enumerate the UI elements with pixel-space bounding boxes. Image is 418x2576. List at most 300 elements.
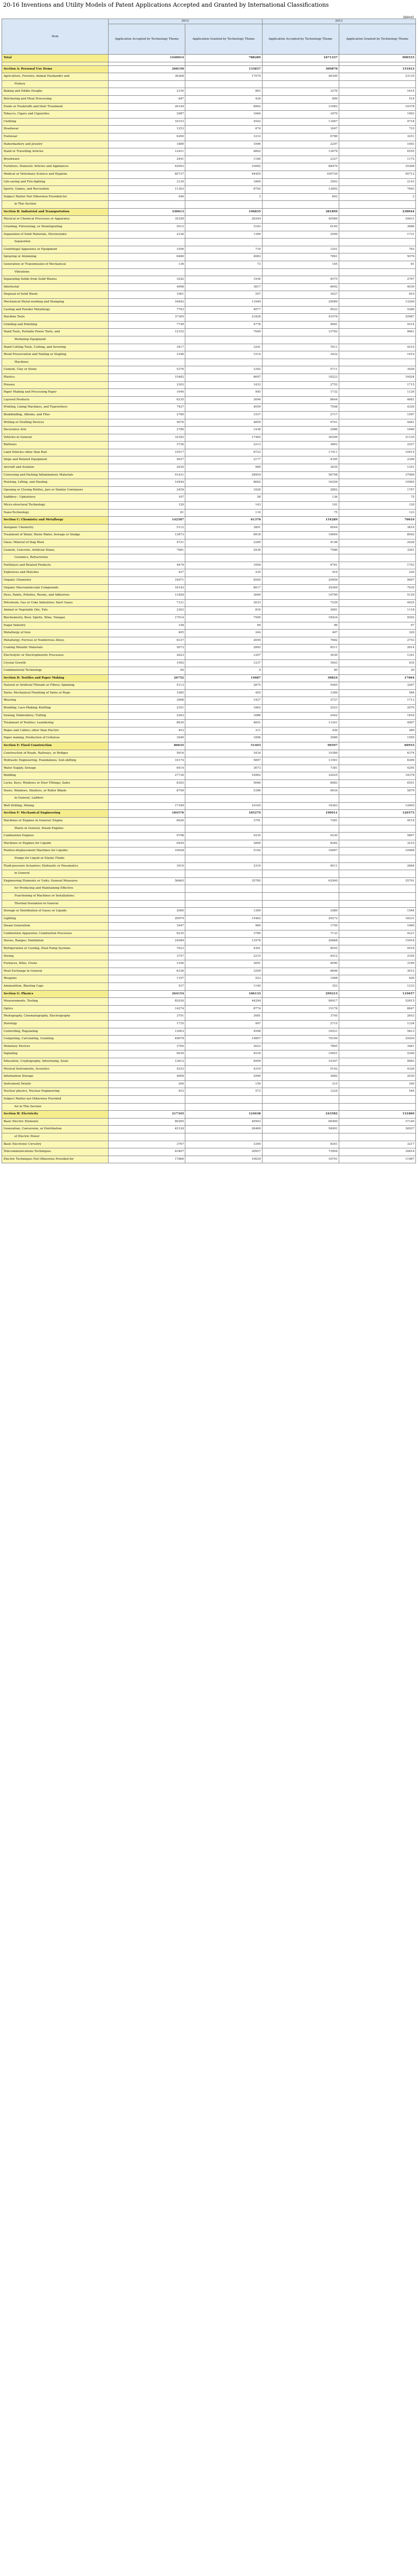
row-value: 10790 (262, 592, 339, 600)
row-value: 8697 (185, 374, 262, 381)
row-value: 32025 (262, 772, 339, 780)
row-value: 900533 (339, 55, 415, 62)
row-value: 3267 (339, 682, 415, 690)
row-value: 3094 (185, 396, 262, 404)
row-value: 13576 (185, 938, 262, 945)
row-label: Printing, Lining Machines, and Typewriters (2, 404, 109, 412)
row-value: 5879 (339, 787, 415, 795)
row-value: 6374 (339, 750, 415, 757)
row-value: 13673 (109, 532, 185, 539)
row-label: Well Drilling, Mining (2, 802, 109, 810)
header-granted-2013: Application Granted by Technology Theme (339, 24, 415, 55)
row-value: 7611 (262, 344, 339, 351)
row-value: 436 (262, 727, 339, 735)
row-label: Section H: Electricity (2, 1111, 109, 1118)
row-value: 204 (109, 1080, 185, 1088)
row-value: 98417 (262, 998, 339, 1006)
row-value: 9 (185, 667, 262, 675)
row-value: 5676 (109, 419, 185, 427)
row-value: 299213 (262, 990, 339, 998)
table-row (2, 1103, 416, 1111)
row-value: 13612 (109, 1058, 185, 1065)
row-value: 1936 (185, 276, 262, 284)
table-row (2, 80, 416, 88)
row-value: 31682 (262, 103, 339, 111)
row-value: 7229 (262, 599, 339, 607)
row-value: 1440014 (109, 55, 185, 62)
row-value: 6918 (185, 532, 262, 539)
row-value: 5340 (339, 1050, 415, 1058)
row-value: 4681 (339, 396, 415, 404)
row-value: 7121 (109, 599, 185, 607)
row-label: Hand Tools, Portable Power Tools, and (2, 329, 109, 336)
row-value: 16962 (185, 772, 262, 780)
row-value: 455 (185, 689, 262, 697)
row-value: 2986 (262, 735, 339, 742)
row-value: 3686 (339, 224, 415, 231)
header-item: Item (2, 19, 109, 55)
row-label: in General (2, 870, 109, 878)
row-value: 16842 (109, 299, 185, 307)
row-value: 6235 (109, 930, 185, 938)
row-value: 1627 (262, 291, 339, 299)
table-row (2, 833, 416, 840)
row-value: 6337 (109, 637, 185, 645)
row-label: Aircraft and Aviation (2, 464, 109, 472)
row-value: 2442 (262, 712, 339, 720)
row-value: 1564 (339, 908, 415, 916)
row-value: 1369 (262, 689, 339, 697)
row-value: 5807 (339, 833, 415, 840)
table-row (2, 1043, 416, 1050)
row-value: 16256 (262, 479, 339, 487)
table-row (2, 419, 416, 427)
row-value: 19971 (109, 577, 185, 584)
table-row (2, 584, 416, 592)
row-value: 64 (109, 667, 185, 675)
row-value: 1126 (339, 389, 415, 397)
row-value: 24631 (339, 216, 415, 224)
row-value: 3241 (185, 344, 262, 351)
row-value: 2060 (109, 908, 185, 916)
row-value: 2990 (185, 1073, 262, 1081)
table-row (2, 968, 416, 975)
row-value: 30937 (339, 1126, 415, 1133)
row-value: 1647 (109, 923, 185, 930)
row-value: 2269 (185, 539, 262, 547)
table-row (2, 103, 416, 111)
table-row (2, 674, 416, 682)
row-value: 311 (185, 727, 262, 735)
row-value: 1253 (109, 126, 185, 133)
row-value: 26868 (262, 938, 339, 945)
row-value (109, 359, 185, 366)
row-value: 3 (185, 193, 262, 201)
row-label: Electrolytic or Electrophoretic Processes (2, 652, 109, 659)
row-value: 2614 (339, 645, 415, 652)
table-row (2, 216, 416, 224)
row-value: 8544 (262, 524, 339, 532)
row-value: 514 (339, 95, 415, 103)
row-value: 21135 (339, 434, 415, 442)
row-value: 60 (262, 667, 339, 675)
row-value: 3251 (339, 133, 415, 141)
table-row (2, 637, 416, 645)
row-value: 949 (109, 193, 185, 201)
row-value: 6486 (109, 253, 185, 261)
table-row (2, 1013, 416, 1021)
table-row (2, 351, 416, 359)
row-label: Saddlery ; Upholstery (2, 494, 109, 502)
table-row (2, 268, 416, 276)
row-value: 1896 (185, 735, 262, 742)
table-row (2, 1073, 416, 1081)
table-row (2, 599, 416, 607)
row-value: 3780 (185, 930, 262, 938)
row-label: Cement, Concrete, Artificial Stone; (2, 547, 109, 554)
row-value: 35368 (339, 163, 415, 171)
row-value: 6260 (109, 133, 185, 141)
row-value: 133837 (185, 65, 262, 73)
row-value: 2327 (262, 156, 339, 163)
row-value: 15176 (262, 1005, 339, 1013)
row-value: 8792 (185, 186, 262, 194)
row-value: 1140 (185, 983, 262, 991)
row-label: Mechanical Metal-working and Stamping (2, 299, 109, 307)
row-value: 15517 (109, 449, 185, 456)
row-value: 17866 (109, 1156, 185, 1163)
row-label: Footwear (2, 133, 109, 141)
row-value (339, 336, 415, 344)
row-value (109, 1133, 185, 1141)
row-value (109, 855, 185, 862)
row-value: 5142 (262, 1065, 339, 1073)
row-value: 4412 (262, 953, 339, 960)
table-row (2, 55, 416, 62)
row-value: 12421 (109, 148, 185, 156)
row-value: 16694 (262, 532, 339, 539)
row-value: 3791 (109, 1013, 185, 1021)
row-value: 8774 (185, 1005, 262, 1013)
row-value: 3029 (262, 464, 339, 472)
row-value: 5813 (339, 1028, 415, 1036)
row-value: 16521 (262, 1028, 339, 1036)
row-value: 2691 (185, 960, 262, 968)
row-value: 1060 (339, 923, 415, 930)
row-label: Fertilizers and Related Products (2, 562, 109, 569)
row-label: Locks, Keys; Windows or Door Fittings; Safes (2, 780, 109, 788)
row-value: 81 (339, 261, 415, 269)
row-value: 24589 (109, 938, 185, 945)
row-label: Section B: Industrial and Transportation (2, 208, 109, 216)
row-value: 44294 (185, 998, 262, 1006)
row-value: 1026 (185, 486, 262, 494)
row-value: 3166 (339, 960, 415, 968)
row-value: 3434 (185, 750, 262, 757)
row-value (262, 62, 339, 65)
row-value: 63407 (109, 1148, 185, 1156)
table-row (2, 276, 416, 284)
row-label: Weapons (2, 975, 109, 983)
row-value: 15462 (185, 915, 262, 923)
row-value: 1732 (262, 389, 339, 397)
row-value: 2753 (339, 637, 415, 645)
row-value: 3134 (109, 178, 185, 186)
row-value: 557 (185, 291, 262, 299)
row-value (185, 1095, 262, 1103)
row-value: 2345 (339, 953, 415, 960)
row-value: 2664 (339, 862, 415, 870)
table-row (2, 659, 416, 667)
row-value: 8799 (109, 787, 185, 795)
table-row (2, 291, 416, 299)
table-row (2, 1133, 416, 1141)
row-value (109, 825, 185, 833)
row-value: 2310 (185, 862, 262, 870)
table-row (2, 306, 416, 314)
row-value: 2 (339, 193, 415, 201)
row-value (185, 825, 262, 833)
row-value: 5445 (262, 682, 339, 690)
row-value: 419 (262, 569, 339, 577)
row-label: Agriculture, Forestry, Animal Husbandry and (2, 73, 109, 81)
table-row (2, 314, 416, 321)
row-value: 73 (185, 261, 262, 269)
row-label: Vehicles in General (2, 434, 109, 442)
row-label: Generation, Conversion, or Distribution (2, 1126, 109, 1133)
row-label: Hydraulic Engineering, Foundations, Soil-shifting (2, 757, 109, 765)
table-row (2, 772, 416, 780)
table-row (2, 524, 416, 532)
row-value: 2715 (262, 1021, 339, 1028)
row-value: 244 (185, 630, 262, 637)
table-row (2, 224, 416, 231)
table-row (2, 840, 416, 848)
row-value: 18434 (262, 614, 339, 622)
row-value: 30957 (185, 1148, 262, 1156)
row-value: 154289 (262, 517, 339, 524)
table-row (2, 133, 416, 141)
table-row (2, 344, 416, 351)
row-label: Section D: Textiles and Paper Making (2, 674, 109, 682)
row-value: 6414 (109, 765, 185, 772)
row-value: 9934 (262, 787, 339, 795)
row-value: 2297 (262, 141, 339, 148)
row-value: 1341 (339, 652, 415, 659)
table-row (2, 1156, 416, 1163)
row-value: 1207 (185, 652, 262, 659)
row-label: Writing or Drafting Devices (2, 419, 109, 427)
row-value: 2630 (109, 464, 185, 472)
table-row (2, 848, 416, 855)
row-value: 2650 (185, 637, 262, 645)
row-value (339, 1095, 415, 1103)
row-value: 37006 (339, 471, 415, 479)
table-row (2, 509, 416, 517)
row-label: Decorative Arts (2, 427, 109, 434)
row-value: 3726 (109, 442, 185, 449)
row-value: 70109 (262, 1036, 339, 1043)
row-value: 2752 (262, 381, 339, 389)
row-label: Ammunition, Blasting Caps (2, 983, 109, 991)
row-label: Opening or Closing Bottles, Jars or Similar Containers (2, 486, 109, 494)
row-value: 1334 (339, 1021, 415, 1028)
row-value: 3767 (109, 1141, 185, 1148)
row-value: 3801 (185, 524, 262, 532)
row-value: 783 (339, 246, 415, 253)
row-value: 35791 (339, 877, 415, 885)
row-value (185, 80, 262, 88)
header-year-2012: 2012 (109, 19, 263, 24)
row-value: 8505 (185, 577, 262, 584)
row-value: 5012 (109, 224, 185, 231)
table-row (2, 825, 416, 833)
row-value (262, 1095, 339, 1103)
row-value: 19897 (185, 1036, 262, 1043)
table-row (2, 95, 416, 103)
table-row (2, 667, 416, 675)
row-value: 62900 (262, 877, 339, 885)
table-row (2, 532, 416, 539)
row-value: 1537 (185, 411, 262, 419)
table-row (2, 787, 416, 795)
row-value: 4859 (185, 419, 262, 427)
row-value: 215 (262, 1080, 339, 1088)
row-value: 69 (185, 622, 262, 630)
row-value: 184576 (109, 810, 185, 818)
row-value: 4011 (262, 862, 339, 870)
row-value: 3760 (109, 1043, 185, 1050)
row-value: 10628 (109, 848, 185, 855)
row-value (339, 554, 415, 562)
row-label: Education, Cryptography, Advertising, Seals (2, 1058, 109, 1065)
row-label: Generation or Transmission of Mechanical (2, 261, 109, 269)
row-value: 4326 (339, 1065, 415, 1073)
row-value: 5673 (109, 645, 185, 652)
row-value: 44455 (185, 171, 262, 178)
row-label: Telecommunications Techniques (2, 1148, 109, 1156)
row-value: 3757 (109, 953, 185, 960)
table-row (2, 630, 416, 637)
row-value: 4519 (339, 817, 415, 825)
row-value: 3394 (185, 1141, 262, 1148)
table-body (2, 55, 416, 1163)
row-value: 58 (185, 494, 262, 502)
row-value: 17189 (109, 802, 185, 810)
row-label: Crushing, Pulverizing, or Disintegrating (2, 224, 109, 231)
row-value: 7682 (262, 637, 339, 645)
row-value: 2263 (109, 712, 185, 720)
row-value: 1004 (185, 562, 262, 569)
table-row (2, 65, 416, 73)
table-row (2, 1065, 416, 1073)
table-row (2, 486, 416, 494)
row-value: 3432 (262, 351, 339, 359)
row-label: Machines (2, 359, 109, 366)
table-row (2, 975, 416, 983)
row-value: 3910 (109, 862, 185, 870)
row-value: 1910 (339, 351, 415, 359)
row-value: 3180 (109, 351, 185, 359)
row-value: 3209 (185, 968, 262, 975)
row-label: Instrument Details (2, 1080, 109, 1088)
row-value: 309870 (262, 65, 339, 73)
row-value: 88470 (262, 163, 339, 171)
row-value: 1197 (109, 975, 185, 983)
row-value: 2653 (339, 1013, 415, 1021)
row-value: 82030 (109, 998, 185, 1006)
row-value: 3563 (262, 178, 339, 186)
row-value (339, 1103, 415, 1111)
row-label: Casting and Powder Metallurgy (2, 306, 109, 314)
row-value (262, 855, 339, 862)
row-label: Paper Making and Processing Paper (2, 389, 109, 397)
row-value: 3164 (109, 960, 185, 968)
table-row (2, 434, 416, 442)
row-value: 4598 (185, 1028, 262, 1036)
row-label: Centrifugal Apparatus or Equipment (2, 246, 109, 253)
row-value: 37140 (339, 1118, 415, 1126)
row-value: 4479 (109, 562, 185, 569)
row-label: Metallurgy; Ferrous or Nonferrous Alloys (2, 637, 109, 645)
row-value (185, 359, 262, 366)
row-value: 2489 (262, 908, 339, 916)
row-label: Dyes, Paints, Polishes, Resins, and Adhesives (2, 592, 109, 600)
row-value: 10165 (185, 802, 262, 810)
row-value: 4008 (109, 1073, 185, 1081)
row-label: Section C: Chemistry and Metallurgy (2, 517, 109, 524)
row-label: for Producing and Maintaining Effective (2, 885, 109, 893)
row-value: 36268 (109, 73, 185, 81)
row-value: 2030 (339, 1073, 415, 1081)
row-label: Headwear (2, 126, 109, 133)
row-label: Ceramics, Refractories (2, 554, 109, 562)
row-value: 20979 (109, 915, 185, 923)
row-label: Life-saving and Fire-fighting (2, 178, 109, 186)
row-value (339, 892, 415, 900)
table-row (2, 1148, 416, 1156)
row-label: Furnaces, Kilns, Ovens (2, 960, 109, 968)
row-value: 26752 (109, 674, 185, 682)
row-label: Layered Products (2, 396, 109, 404)
row-value: 28954 (185, 471, 262, 479)
row-value (185, 239, 262, 246)
row-value: 4542 (185, 118, 262, 126)
row-value: 1056 (109, 246, 185, 253)
row-value: 3033 (185, 599, 262, 607)
row-label: Thermal Insulation in General (2, 900, 109, 908)
row-value: 9523 (262, 306, 339, 314)
row-value: 10153 (109, 118, 185, 126)
row-value: 10051 (262, 1050, 339, 1058)
row-value: 2396 (339, 456, 415, 464)
row-value: 73904 (262, 1148, 339, 1156)
row-value: 4030 (339, 283, 415, 291)
header-accepted-2012: Application Accepted by Technology Theme (109, 24, 185, 55)
row-value (262, 795, 339, 803)
row-value: 10389 (262, 750, 339, 757)
table-row (2, 261, 416, 269)
row-value: 30824 (262, 674, 339, 682)
table-row (2, 998, 416, 1006)
row-value: 3727 (262, 697, 339, 705)
row-value: 8017 (185, 584, 262, 592)
row-value: 4361 (185, 945, 262, 953)
row-label: Positive-displacement Machines for Liquids; (2, 848, 109, 855)
row-value (262, 1103, 339, 1111)
row-value (109, 1095, 185, 1103)
row-label: Subject Matter Not Otherwise Provided for (2, 193, 109, 201)
